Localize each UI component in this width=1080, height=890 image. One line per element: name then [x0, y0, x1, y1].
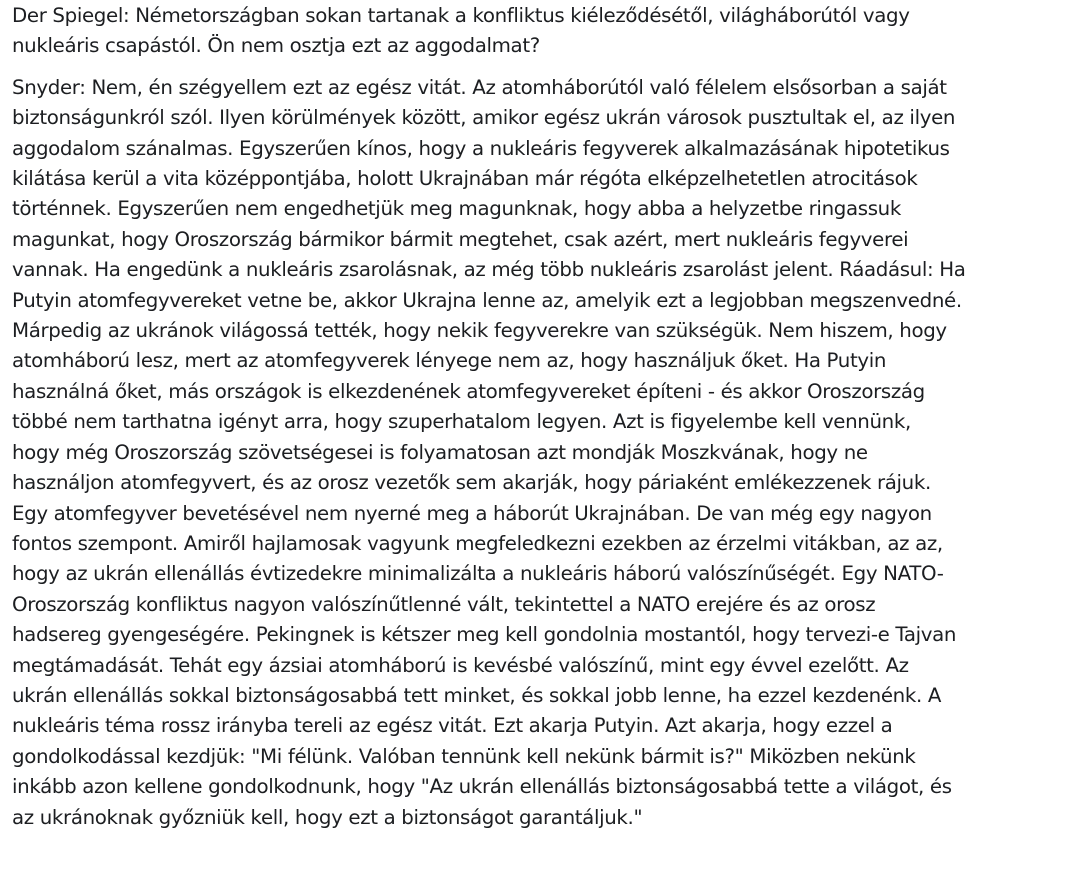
text-line: nukleáris csapástól. Ön nem osztja ezt az aggodalmat?	[12, 34, 540, 58]
answer-paragraph	[12, 73, 1050, 833]
text-line: hadsereg gyengeségére. Pekingnek is kétszer meg kell gondolnia mostantól, hogy tervezi-e Tajvan	[12, 623, 957, 647]
question-paragraph	[12, 1, 1050, 62]
text-line: Der Spiegel: Németországban sokan tartanak a konfliktus kiéleződésétől, világháborútól vagy	[12, 4, 910, 27]
text-line: Oroszország konfliktus nagyon valószínűtlenné vált, tekintettel a NATO erejére és az orosz	[12, 592, 876, 616]
text-line: nukleáris téma rossz irányba tereli az egész vitát. Ezt akarja Putyin. Azt akarja, hogy ezzel a	[12, 714, 893, 738]
text-line: történnek. Egyszerűen nem engedhetjük meg magunknak, hogy abba a helyzetbe ringassuk	[12, 197, 901, 221]
text-line: használná őket, más országok is elkezdenének atomfegyvereket építeni - és akkor Oroszország	[12, 379, 925, 403]
text-line: magunkat, hogy Oroszország bármikor bármit megtehet, csak azért, mert nukleáris fegyverei	[12, 227, 909, 251]
text-line: gondolkodással kezdjük: "Mi félünk. Valóban tennünk kell nekünk bármit is?" Miközben nekünk	[12, 744, 916, 768]
text-line: az ukránoknak győzniük kell, hogy ezt a biztonságot garantáljuk."	[12, 805, 643, 829]
text-line: biztonságunkról szól. Ilyen körülmények között, amikor egész ukrán városok pusztultak el, az ilyen	[12, 106, 956, 130]
text-line: hogy az ukrán ellenállás évtizedekre minimalizálta a nukleáris háború valószínűségét. Egy NATO-	[12, 562, 944, 586]
text-line: fontos szempont. Amiről hajlamosak vagyunk megfeledkezni ezekben az érzelmi vitákban, az az,	[12, 531, 943, 555]
text-line: Egy atomfegyver bevetésével nem nyerné meg a háborút Ukrajnában. De van még egy nagyon	[12, 501, 932, 525]
text-line: ukrán ellenállás sokkal biztonságosabbá tett minket, és sokkal jobb lenne, ha ezzel kezdenénk. A	[12, 683, 941, 707]
text-line: használjon atomfegyvert, és az orosz vezetők sem akarják, hogy páriaként emlékezzenek rájuk.	[12, 471, 931, 495]
text-line: megtámadását. Tehát egy ázsiai atomháború is kevésbé valószínű, mint egy évvel ezelőtt. Az	[12, 653, 909, 677]
text-line: Putyin atomfegyvereket vetne be, akkor Ukrajna lenne az, amelyik ezt a legjobban megszenvedné.	[12, 288, 962, 312]
text-line: vannak. Ha engedünk a nukleáris zsarolásnak, az még több nukleáris zsarolást jelent. Ráadásul: Ha	[12, 258, 966, 282]
text-line: inkább azon kellene gondolkodnunk, hogy "Az ukrán ellenállás biztonságosabbá tette a világot, és	[12, 775, 952, 799]
text-line: atomháború lesz, mert az atomfegyverek lényege nem az, hogy használjuk őket. Ha Putyin	[12, 349, 887, 373]
text-line: Snyder: Nem, én szégyellem ezt az egész vitát. Az atomháborútól való félelem elsősorban a saját	[12, 75, 947, 99]
text-line: Márpedig az ukránok világossá tették, hogy nekik fegyverekre van szükségük. Nem hiszem, hogy	[12, 319, 947, 343]
text-line: kilátása kerül a vita középpontjába, holott Ukrajnában már régóta elképzelhetetlen atrocitások	[12, 167, 918, 191]
text-line: többé nem tarthatna igényt arra, hogy szuperhatalom legyen. Azt is figyelembe kell vennünk,	[12, 410, 911, 434]
text-line: aggodalom szánalmas. Egyszerűen kínos, hogy a nukleáris fegyverek alkalmazásának hipotetikus	[12, 136, 950, 160]
text-line: hogy még Oroszország szövetségesei is folyamatosan azt mondják Moszkvának, hogy ne	[12, 440, 868, 464]
